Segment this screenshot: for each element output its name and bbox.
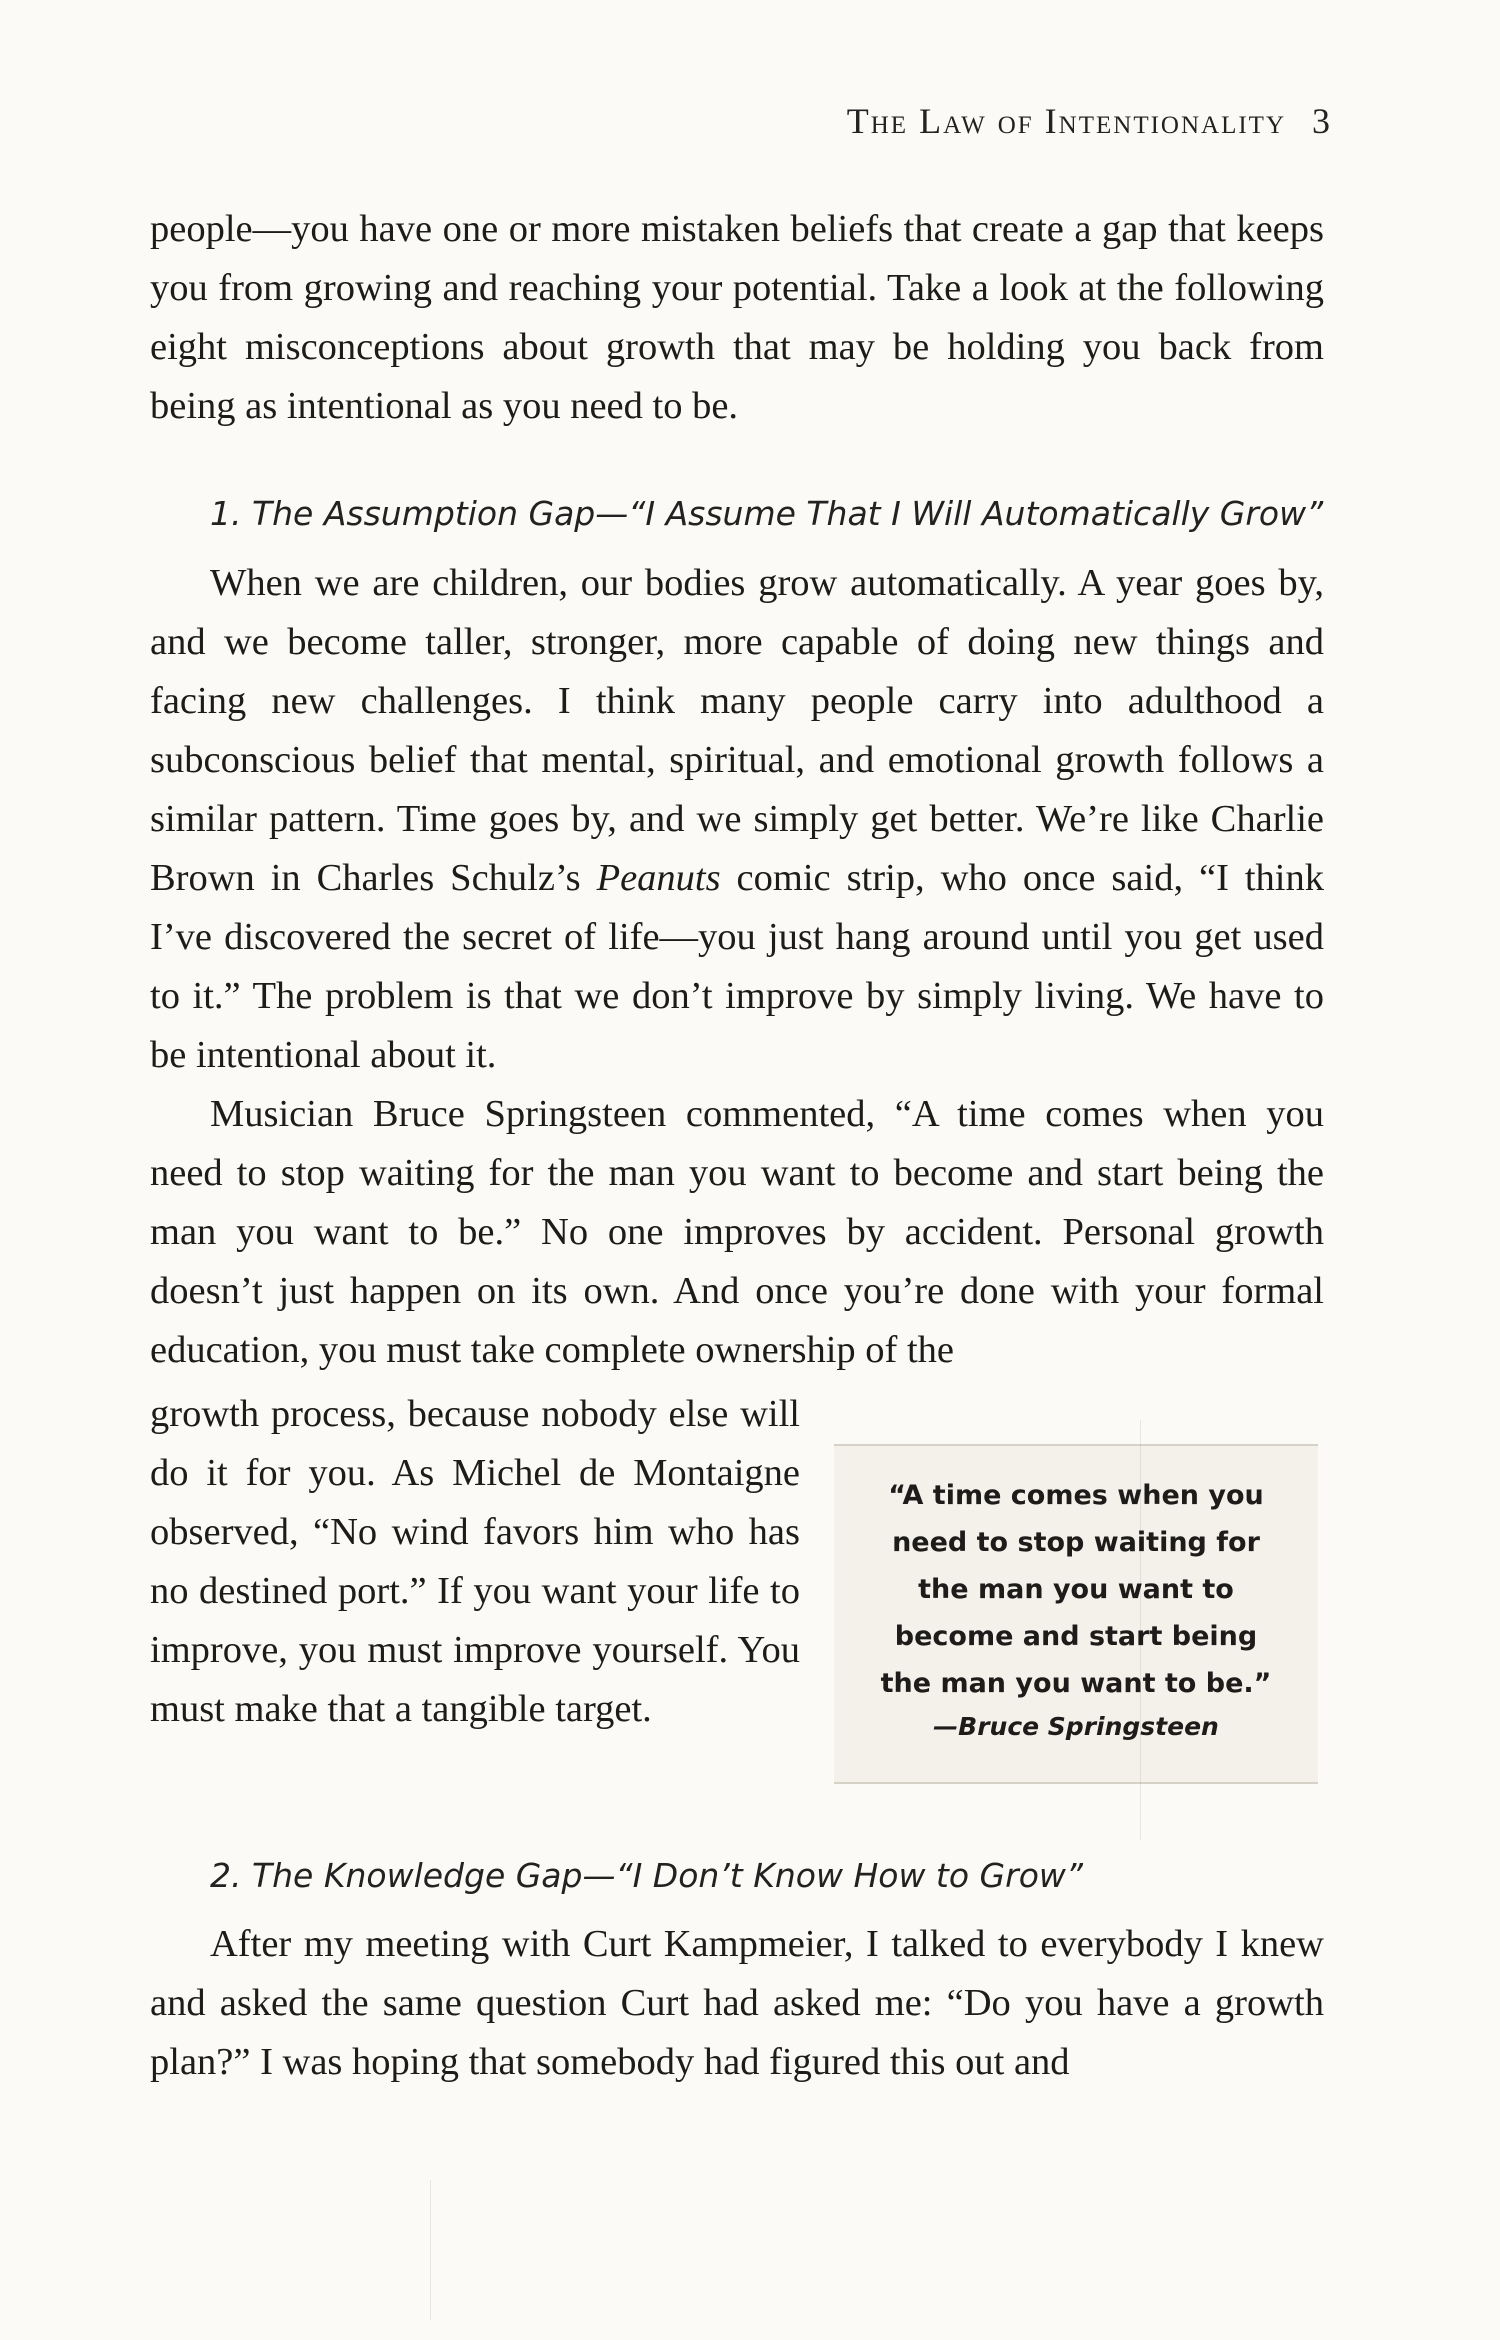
section-1-paragraph-2-continued: growth process, because nobody else will do it for you. As Michel de Montaigne observed, “No wind favors him who has no destined port.” If you want your life to improve, you must improve yourself. You must make that a tangible target.: [150, 1393, 800, 1730]
section-1-paragraph-2: Musician Bruce Springsteen commented, “A time comes when you need to stop waiting for the man you want to become and start being the man you want to be.” No one improves by accident. Personal growth doesn’t just happen on its own. And once you’re done with your formal education, you must take complete ownership of the: [150, 1093, 1324, 1371]
running-head: [690, 100, 1330, 142]
section-2-paragraph-1: After my meeting with Curt Kampmeier, I talked to everybody I knew and asked the same question Curt had asked me: “Do you have a growth plan?” I was hoping that somebody had figured this out and: [150, 1923, 1324, 2083]
intro-text: people—you have one or more mistaken beliefs that create a gap that keeps you from growing and reaching your potential. Take a look at the following eight misconceptions about growth that may be holding you back from being as intentional as you need to be.: [150, 208, 1324, 427]
intro-paragraph: [150, 200, 1324, 436]
page-number: 3: [1312, 101, 1330, 141]
section-1-body: [150, 554, 1324, 1380]
pull-quote-attribution: —Bruce Springsteen: [933, 1712, 1219, 1741]
scan-artifact-line: [1140, 1420, 1141, 1840]
pull-quote-box: [834, 1444, 1318, 1784]
section-2-heading: 2. The Knowledge Gap—“I Don’t Know How to Grow”: [210, 1856, 1083, 1895]
running-head-title: The Law of Intentionality: [846, 101, 1286, 141]
section-1-wrap-text: [150, 1385, 800, 1739]
section-1-p1-before: When we are children, our bodies grow automatically. A year goes by, and we become taller, stronger, more capable of doing new things and facing new challenges. I think many people carry into adulthood a subconscious belief that mental, spiritual, and emotional growth follows a similar pattern. Time goes by, and we simply get better. We’re like Charlie Brown in Charles Schulz’s: [150, 562, 1324, 899]
peanuts-title: Peanuts: [596, 857, 721, 899]
pull-quote-text: “A time comes when you need to stop waiting for the man you want to become and start being the man you want to be.”: [880, 1480, 1272, 1699]
section-1-paragraph-1: [150, 554, 1324, 1085]
section-2-body: [150, 1915, 1324, 2092]
scan-artifact-line: [430, 2180, 431, 2320]
section-1-heading: 1. The Assumption Gap—“I Assume That I Will Automatically Grow”: [210, 494, 1324, 533]
section-1-p1-after: comic strip, who once said, “I think I’ve discovered the secret of life—you just hang around until you get used to it.” The problem is that we don’t improve by simply living. We have to be intentional about it.: [150, 857, 1324, 1076]
